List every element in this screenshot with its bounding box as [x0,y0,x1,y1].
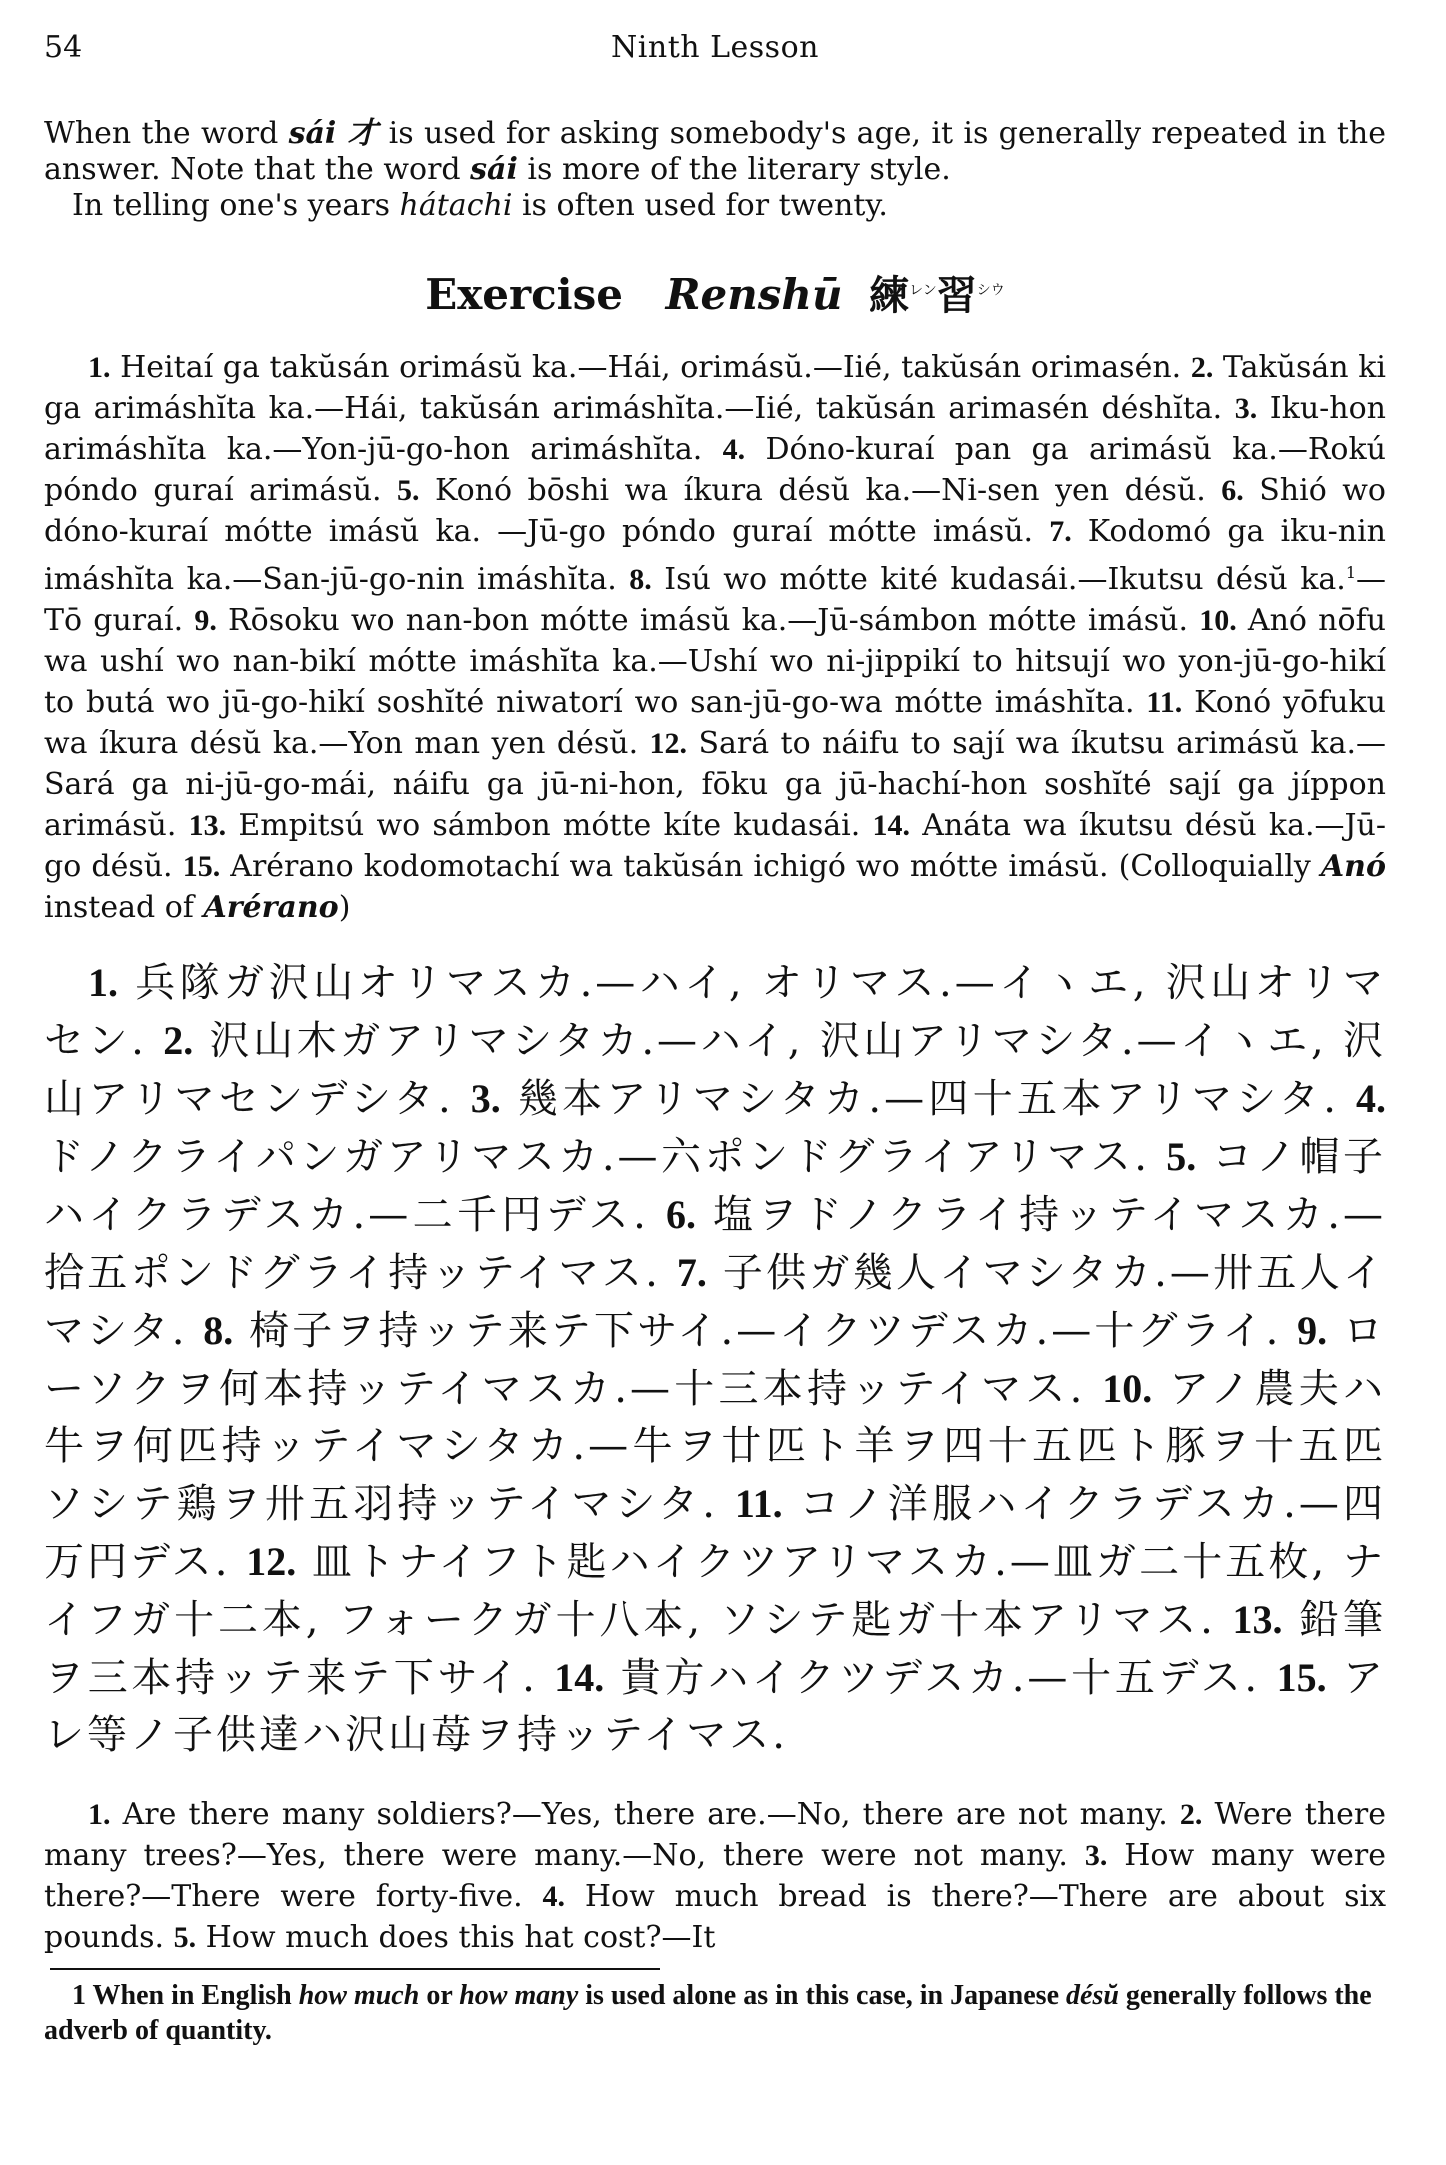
kana-item-number: 5. [1166,1134,1197,1179]
english-item-number: 2. [1179,1798,1203,1831]
kana-item-number: 13. [1232,1597,1283,1642]
romaji-item-number: 8. [629,563,652,596]
romaji-item-number: 11. [1146,686,1183,719]
kana-item-number: 12. [246,1539,297,1584]
romaji-item-number: 12. [649,727,688,760]
kana-item-number: 4. [1356,1076,1386,1121]
kana-item-number: 10. [1102,1366,1153,1411]
footnote: 1 When in English how much or how many is used alone as in this case, in Japanese désŭ generally follows the adverb of quantity. [44,1980,1372,2046]
english-item-number: 4. [542,1880,565,1913]
kana-item-number: 14. [554,1655,605,1700]
kana-item-text: ローソクヲ何本持ッテイマスカ.—十三本持ッテイマス. [44,1308,1386,1412]
english-item-text: Are there many soldiers?—Yes, there are.—No, there are not many. [110,1797,1180,1832]
english-item-number: 3. [1084,1839,1108,1872]
kana-item-text: 幾本アリマシタカ.—四十五本アリマシタ. [500,1076,1356,1122]
running-head: Ninth Lesson [611,30,819,65]
kana-item-number: 1. [88,960,118,1005]
footnote-divider [50,1968,660,1970]
kana-item-number: 2. [163,1018,194,1063]
romaji-item-number: 9. [194,604,217,637]
romaji-item-text: Kodomó ga iku-nin imáshĭta ka.—San-jū-go-nin imáshĭta. [44,514,1387,597]
kana-item-text: 皿トナイフト匙ハイクツアリマスカ.—皿ガ二十五枚, ナイフガ十二本, フォークガ十八本, ソシテ匙ガ十本アリマス. [44,1539,1386,1643]
kana-item-number: 6. [665,1192,696,1237]
kana-item-text: 鉛筆ヲ三本持ッテ来テ下サイ. [44,1597,1386,1701]
exercise-heading-romaji: Renshū [665,270,843,319]
colloquial-word: Anó [1320,849,1386,884]
kana-item-number: 8. [203,1308,234,1353]
kana-item-number: 9. [1297,1308,1328,1353]
kana-exercise-text [44,954,1386,1764]
english-item-text: How much does this hat cost?—It [196,1920,716,1955]
intro-text [44,116,1386,224]
kana-item-number: 3. [470,1076,501,1121]
kana-item-text: 沢山木ガアリマシタカ.—ハイ, 沢山アリマシタ.—イヽエ, 沢山アリマセンデシタ. [44,1018,1386,1122]
romaji-item-text: Anó nōfu wa ushí wo nan-bikí mótte imáshĭta ka.—Ushí wo ni-jippikí to hitsují wo yon-jū-go-hikí to butá wo jū-go-hikí soshĭté niwatorí wo san-jū-go-wa mótte imáshĭta. [44,603,1386,720]
kana-item-text: アノ農夫ハ牛ヲ何匹持ッテイマシタカ.—牛ヲ廿匹ト羊ヲ四十五匹ト豚ヲ十五匹ソシテ鶏ヲ卅五羽持ッテイマシタ. [44,1366,1387,1527]
romaji-item-text: — Tō guraí. [44,562,1386,638]
english-item-text: How much bread is there?—There are about six pounds. [44,1879,1386,1955]
kana-item-text: 貴方ハイクツデスカ.—十五デス. [604,1655,1277,1701]
romaji-item-text: Takŭsán ki ga arimáshĭta ka.—Hái, takŭsán arimáshĭta.—Iié, takŭsán arimasén déshĭta. [44,350,1387,426]
romaji-item-number: 14. [872,809,910,842]
kana-item-text: 兵隊ガ沢山オリマスカ.—ハイ, オリマス.—イヽエ, 沢山オリマセン. [44,960,1386,1064]
english-item-number: 1. [88,1798,111,1831]
romaji-item-text: Anáta wa íkutsu désŭ ka.—Jū-go désŭ. [44,808,1387,884]
romaji-item-number: 13. [188,809,227,842]
romaji-item-number: 2. [1190,351,1214,384]
kana-item-text: ドノクライパンガアリマスカ.—六ポンドグライアリマス. [44,1134,1167,1180]
romaji-item-text: Dóno-kuraí pan ga arimásŭ ka.—Rokú póndo guraí arimásŭ. [44,432,1386,508]
kana-item-text: 子供ガ幾人イマシタカ.—卅五人イマシタ. [44,1250,1386,1354]
romaji-item-text: Heitaí ga takŭsán orimásŭ ka.—Hái, orimásŭ.—Iié, takŭsán orimasén. [110,350,1191,385]
romaji-item-number: 10. [1199,604,1237,637]
english-item-number: 5. [173,1921,197,1954]
kana-item-text: 塩ヲドノクライ持ッテイマスカ.—拾五ポンドグライ持ッテイマス. [44,1192,1386,1296]
page-header [44,20,1386,72]
english-item-text: Were there many trees?—Yes, there were many.—No, there were not many. [44,1797,1386,1873]
romaji-exercise-text [44,347,1386,928]
romaji-item-number: 15. [182,850,221,883]
kana-item-text: コノ帽子ハイクラデスカ.—二千円デス. [44,1134,1387,1238]
kana-item-number: 11. [734,1481,783,1526]
romaji-item-number: 6. [1221,474,1244,507]
kana-item-text: コノ洋服ハイクラデスカ.—四万円デス. [44,1481,1387,1585]
kana-item-text: アレ等ノ子供達ハ沢山苺ヲ持ッテイマス. [44,1655,1386,1758]
intro-paragraph-2: In telling one's years hátachi is often used for twenty. [72,188,888,223]
romaji-item-text: Empitsú wo sámbon mótte kíte kudasái. [226,808,873,843]
kana-item-number: 7. [676,1250,707,1295]
romaji-note-text: instead of [44,890,204,925]
intro-paragraph-1: When the word sái 才 is used for asking somebody's age, it is generally repeated in the answer. Note that the word sái is more of the literary style. [44,116,1386,187]
romaji-item-text: Isú wo mótte kité kudasái.—Ikutsu désŭ ka. [651,562,1346,597]
romaji-item-number: 5. [397,474,420,507]
page-number: 54 [44,30,83,65]
exercise-heading-english: Exercise [425,270,623,319]
kana-item-text: 椅子ヲ持ッテ来テ下サイ.—イクツデスカ.—十グライ. [233,1308,1298,1354]
romaji-item-text: Sará to náifu to sají wa íkutsu arimásŭ ka.—Sará ga ni-jū-go-mái, náifu ga jū-ni-hon, fōku ga jū-hachí-hon soshĭté sají ga jíppon arimásŭ. [44,726,1386,843]
romaji-item-text: Iku-hon arimáshĭta ka.—Yon-jū-go-hon arimáshĭta. [44,391,1386,467]
romaji-item-text: Arérano kodomotachí wa takŭsán ichigó wo mótte imásŭ. (Colloquially [220,849,1321,884]
romaji-item-number: 1. [88,351,111,384]
kana-item-number: 15. [1276,1655,1327,1700]
romaji-item-text: Shió wo dóno-kuraí mótte imásŭ ka. —Jū-go póndo guraí mótte imásŭ. [44,473,1386,549]
exercise-heading-kanji: 練$^{レン}$習$^{シウ}$ [869,272,1005,319]
english-item-text: How many were there?—There were forty-five. [44,1838,1387,1914]
romaji-item-text: Konó bōshi wa íkura désŭ ka.—Ni-sen yen désŭ. [419,473,1222,508]
literary-word: Arérano [203,890,339,925]
romaji-item-text: Rōsoku wo nan-bon mótte imásŭ ka.—Jū-sámbon mótte imásŭ. [216,603,1200,638]
romaji-note-text: ) [338,890,351,925]
exercise-heading [44,264,1386,321]
romaji-item-number: 3. [1234,392,1258,425]
romaji-item-number: 7. [1049,515,1072,548]
footnote-marker: 1 [1345,563,1356,582]
english-translation-text [44,1794,1386,1958]
romaji-item-text: Konó yōfuku wa íkura désŭ ka.—Yon man yen désŭ. [44,685,1386,761]
romaji-item-number: 4. [722,433,746,466]
